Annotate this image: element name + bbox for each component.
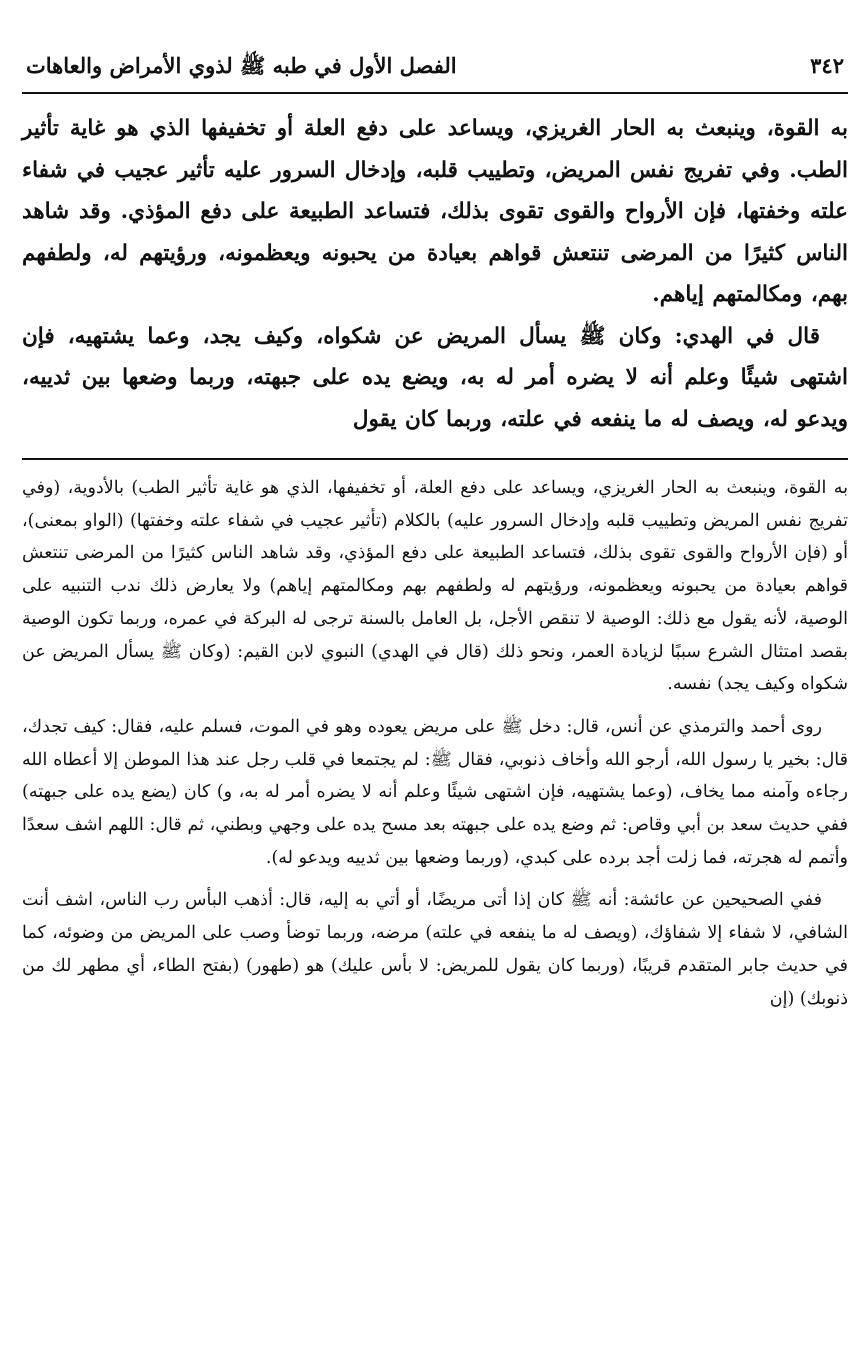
page-number: ٣٤٢ — [810, 53, 844, 78]
text-commentary-divider — [22, 458, 848, 460]
commentary-paragraph: به القوة، وينبعث به الحار الغريزي، ويساعد على دفع العلة، أو تخفيفها، الذي هو غاية تأثير الطب) بالأدوية، (وفي تفريج نفس المريض وتطييب قلبه وإدخال السرور عليه) بالكلام (تأثير عجيب في شفاء علته وخفتها) (الواو بمعنى)، أو (فإن الأرواح والقوى تقوى بذلك، فتساعد الطبيعة على دفع المؤذي، وقد شاهد الناس كثيرًا من المرضى تنتعش قواهم بعيادة من يحبونه ويعظمونه، ورؤيتهم له ولطفهم بهم ومكالمتهم إياهم) ولا يعارض ذلك ندب التنبيه على الوصية، لأنه يقول مع ذلك: الوصية لا تنقص الأجل، بل العامل بالسنة ترجى له البركة في عمره، وربما تكون الوصية بقصد امتثال الشرع سببًا لزيادة العمر، ونحو ذلك (قال في الهدي) النبوي لابن القيم: (وكان ﷺ يسأل المريض عن شكواه وكيف يجد) نفسه. — [22, 478, 848, 695]
main-paragraph: به القوة، وينبعث به الحار الغريزي، ويساعد على دفع العلة أو تخفيفها الذي هو غاية تأثير الطب. وفي تفريج نفس المريض، وتطييب قلبه، وإدخال السرور عليه تأثير عجيب في شفاء علته وخفتها، فإن الأرواح والقوى تقوى بذلك، فتساعد الطبيعة على دفع المؤذي. وقد شاهد الناس كثيرًا من المرضى تنتعش قواهم بعيادة من يحبونه ويعظمونه، ورؤيتهم له، ولطفهم بهم، ومكالمتهم إياهم. — [22, 116, 848, 307]
commentary-paragraph: ففي الصحيحين عن عائشة: أنه ﷺ كان إذا أتى مريضًا، أو أتي به إليه، قال: أذهب البأس رب الناس، اشف أنت الشافي، لا شفاء إلا شفاؤك، (ويصف له ما ينفعه في علته) مرضه، وربما توضأ وصب على المريض من وضوئه، كما في حديث جابر المتقدم قريبًا، (وربما كان يقول للمريض: لا بأس عليك) هو (طهور) (بفتح الطاء، أي مطهر لك من ذنوبك) (إن — [22, 890, 848, 1009]
main-paragraph: قال في الهدي: وكان ﷺ يسأل المريض عن شكواه، وكيف يجد، وعما يشتهيه، فإن اشتهى شيئًا وعلم أنه لا يضره أمر له به، ويضع يده على جبهته، وربما وضعها بين ثدييه، ويدعو له، ويصف له ما ينفعه في علته، وربما كان يقول — [22, 323, 848, 432]
page-header — [22, 48, 848, 88]
main-text — [22, 108, 848, 440]
header-divider — [22, 92, 848, 94]
commentary-paragraph: روى أحمد والترمذي عن أنس، قال: دخل ﷺ على مريض يعوده وهو في الموت، فسلم عليه، فقال: كيف تجدك، قال: بخير يا رسول الله، أرجو الله وأخاف ذنوبي، فقال ﷺ: لم يجتمعا في قلب رجل عند هذا الموطن إلا أعطاه الله رجاءه وآمنه مما يخاف، (وعما يشتهيه، فإن اشتهى شيئًا وعلم أنه لا يضره أمر له به، و) كان (يضع يده على جبهته) ففي حديث سعد بن أبي وقاص: ثم وضع يده على جبهته بعد مسح يده على وجهي وبطني، ثم قال: اللهم اشف سعدًا وأتمم له هجرته، فما زلت أجد برده على كبدي، (وربما وضعها بين ثدييه ويدعو له). — [22, 716, 848, 868]
running-title: الفصل الأول في طبه ﷺ لذوي الأمراض والعاهات — [26, 53, 457, 78]
book-page — [22, 48, 848, 1015]
commentary-text — [22, 472, 848, 1015]
